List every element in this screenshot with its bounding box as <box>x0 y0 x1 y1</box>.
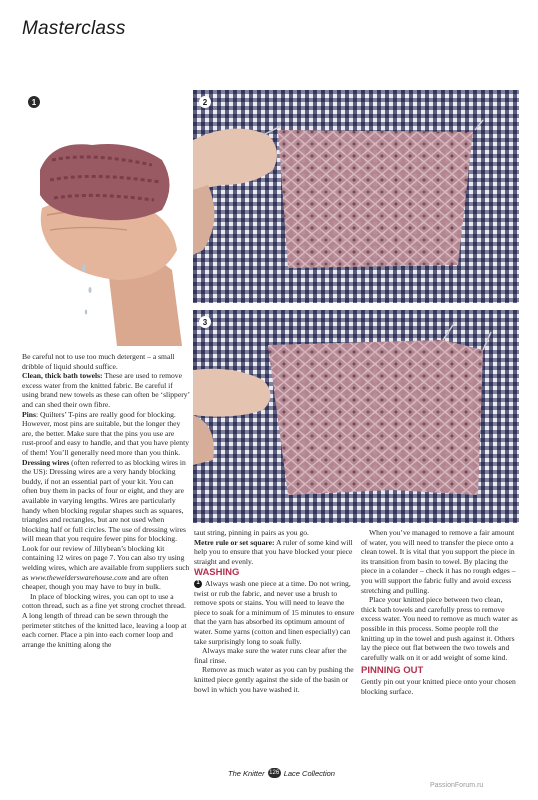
ruler-heading: Metre rule or set square: <box>194 537 275 547</box>
dressing-wires-end: and are often cheaper, though you may have to buy in bulk. <box>22 572 169 592</box>
paragraph-taut-string: taut string, pinning in pairs as you go. <box>194 528 309 537</box>
pins-heading: Pins <box>22 409 36 419</box>
gingham-stretch-illustration <box>193 310 519 523</box>
photo-pinning-lace <box>193 90 519 303</box>
magazine-name: The Knitter <box>228 768 265 778</box>
wash-step-text: Always wash one piece at a time. Do not wring, twist or rub the fabric, and never use a brush to remove spots or stains. You will need to leave the piece to soak for a minimum of 15 minutes to ensure that the yarn has absorbed its optimum amount of water. Some yarns (cotton and linen especially) can take surprisingly long to soak fully. <box>194 578 355 646</box>
paragraph-rinse: Always make sure the water runs clear after the final rinse. <box>194 646 347 665</box>
paragraph-dressing-wires <box>22 458 190 592</box>
paragraph-detergent: Be careful not to use too much detergent – a small dribble of liquid should suffice. <box>22 352 175 371</box>
pinning-out-heading: PINNING OUT <box>361 665 424 677</box>
text-column-3 <box>361 528 519 696</box>
paragraph-cotton-thread: In place of blocking wires, you can opt to use a cotton thread, such as a fine yet strong crochet thread. A long length of thread can be sewn through the perimeter stitches of the knitted lace, leaving a loop at each corner. Place a pin into each corner loop and arrange the knitting along the <box>22 591 187 649</box>
paragraph-remove-water: Remove as much water as you can by pushing the knitted piece gently against the side of the basin or bowl in which you have washed it. <box>194 665 354 694</box>
page-title: Masterclass <box>22 18 126 39</box>
text-column-2 <box>194 528 356 694</box>
hand-squeeze-illustration <box>22 90 182 346</box>
paragraph-pins <box>22 410 190 458</box>
dressing-wires-text: (often referred to as blocking wires in the US): Dressing wires are a very handy blocking buddy, if not an essential part of your kit. You can often buy them in packs of four or eight, and they are available in varying lengths. Wires are particularly handy when blocking regular shapes such as squares, triangles and rectangles, but are not used when blocking half or full circles. The use of dressing wires will mean that you require fewer pins for blocking. Look for our review of Jillybean’s blocking kit containing 12 wires on page 7. You can also try using welding wires, which are available from suppliers such as <box>22 457 190 582</box>
photo-number-2: 2 <box>199 96 211 108</box>
gingham-pinning-illustration <box>193 90 519 303</box>
washing-heading: WASHING <box>194 567 240 579</box>
paragraph-wash-step <box>194 579 356 646</box>
page-number: 126 <box>269 770 280 776</box>
photo-number-3: 3 <box>199 316 211 328</box>
towels-heading: Clean, thick bath towels: <box>22 371 103 381</box>
paragraph-towels <box>22 371 190 409</box>
dressing-wires-heading: Dressing wires <box>22 457 70 467</box>
pins-text: : Quilters’ T-pins are really good for blocking. However, most pins are suitable, but the longer they are, the better. Make sure that the pins you use are rust-proof and easy to handle, and that you have plenty of them! You’ll generally need more than you think. <box>22 409 190 457</box>
ruler-text: A ruler of some kind will help you to ensure that you have blocked your piece straight and evenly. <box>194 537 353 566</box>
photo-number-1: 1 <box>28 96 40 108</box>
page-footer <box>228 768 335 778</box>
photo-squeeze-water <box>22 90 182 346</box>
text-column-1 <box>22 352 190 649</box>
watermark-text: PassionForum.ru <box>430 782 484 789</box>
paragraph-press-towels: Place your knitted piece between two clean, thick bath towels and carefully press to remove excess water. You need to remove as much water as possible in this process. Some people roll the knitting up in the towel and push against it. Others lay the piece out flat between the two towels and carefully walk on it or add weight of some kind. <box>361 595 518 662</box>
paragraph-pin-out: Gently pin out your knitted piece onto your chosen blocking surface. <box>361 676 516 696</box>
supplier-link[interactable]: www.thewelderswarehouse.com <box>30 572 127 582</box>
photo-stretching-lace <box>193 310 519 523</box>
step-number-1: 1 <box>194 580 202 588</box>
paragraph-transfer: When you’ve managed to remove a fair amount of water, you will need to transfer the piece onto a clean towel. It is vital that you support the piece in its transition from basin to towel. By placing the piece in a colander – check it has no rough edges – you will support the fabric fully and avoid excess stretching and pulling. <box>361 528 516 595</box>
towels-text: These are used to remove excess water from the knitted fabric. Be careful if using brand new towels as these can often be ‘slippery’ and can shed their own fibre. <box>22 371 190 409</box>
paragraph-ruler <box>194 538 356 567</box>
section-name: Lace Collection <box>283 768 335 778</box>
